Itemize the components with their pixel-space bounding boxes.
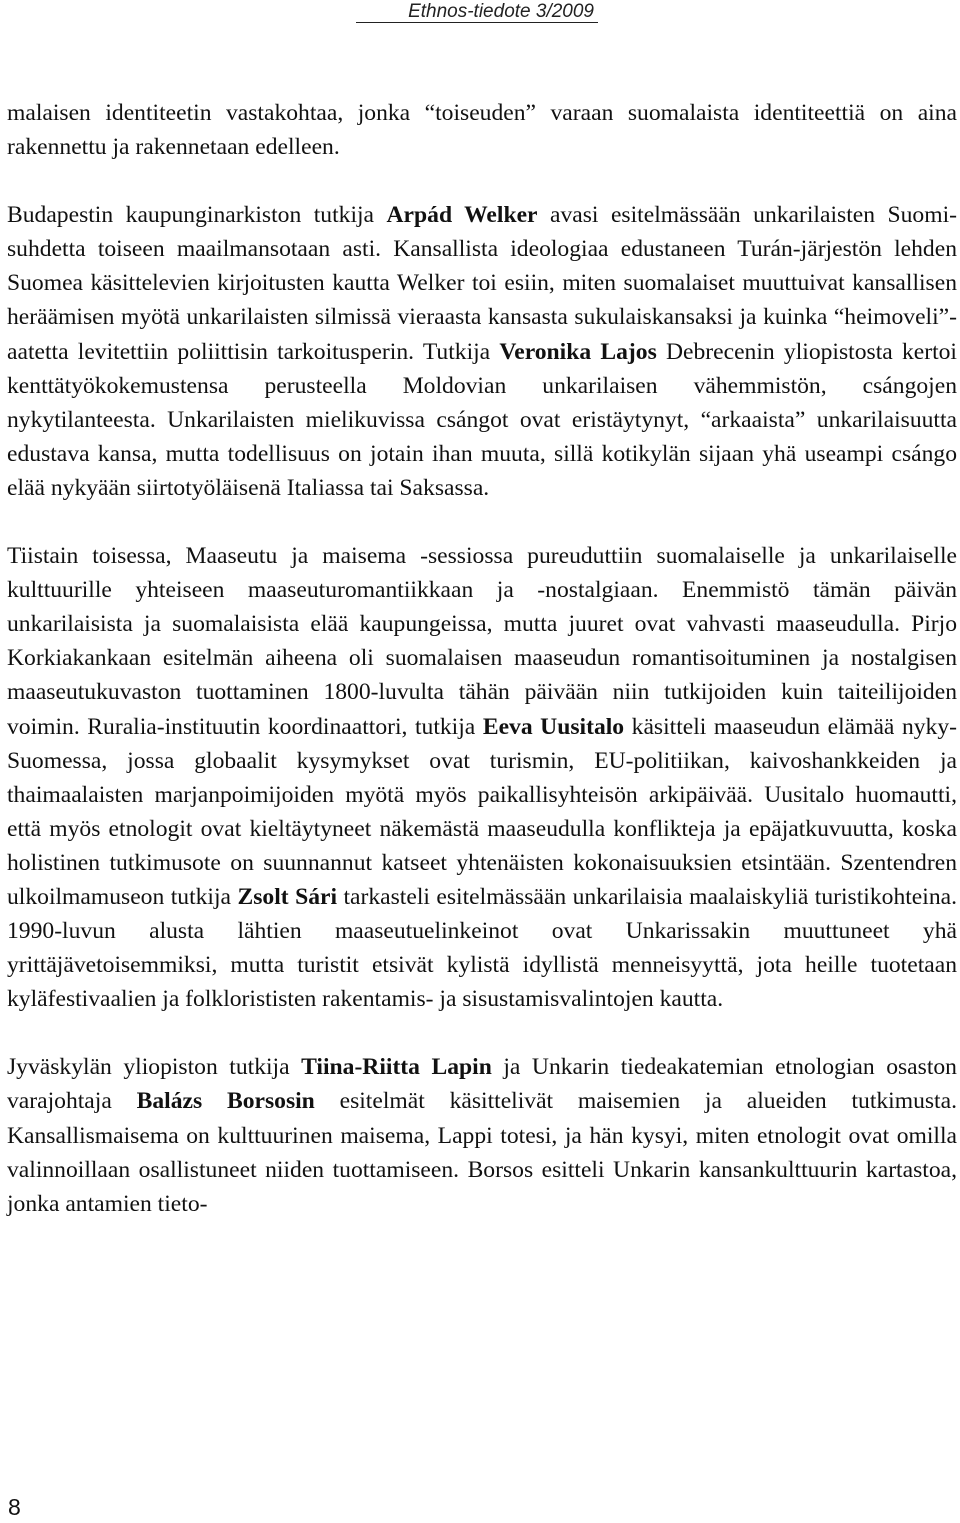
text-run: ja Unkarin tiedeakatemian etnologian osaston varajohtaja <box>7 1054 957 1115</box>
person-name: Balázs Borsosin <box>136 1088 315 1115</box>
person-name: Veronika Lajos <box>499 338 657 365</box>
paragraph <box>7 1050 957 1220</box>
text-run: Debrecenin yliopistosta kertoi kenttätyökokemustensa perusteella Moldovian unkarilaisen vähemmistön, csángojen nykytilanteesta. Unkarilaisten mielikuvissa csángot ovat eristäytynyt, “arkaaista” unkarilaisuutta edustava kansa, mutta todellisuus on jotain ihan muuta, sillä kotikylän sijaan yhä useampi csángo elää nykyään siirtotyöläisenä Italiassa tai Saksassa. <box>7 338 957 501</box>
text-run: Tiistain toisessa, Maaseutu ja maisema -sessiossa pureuduttiin suomalaiselle ja unkarilaiselle kulttuurille yhteiseen maaseuturomantiikkaan ja -nostalgiaan. Enemmistö tämän päivän unkarilaisista ja suomalaisista elää kaupungeissa, mutta juuret ovat vahvasti maaseudulla. Pirjo Korkiakankaan esitelmän aiheena oli suomalaisen maaseudun romantisoituminen ja nostalgisen maaseutukuvaston tuottaminen 1800-luvulta tähän päivään niin tutkijoiden kuin taiteilijoiden voimin. Ruralia-instituutin koordinaattori, tutkija <box>7 543 957 740</box>
person-name: Arpád Welker <box>386 202 538 229</box>
text-run: käsitteli maaseudun elämää nyky-Suomessa, jossa globaalit kysymykset ovat turismin, EU-politiikan, kaivoshankkeiden ja thaimaalaisten marjanpoimijoiden myötä myös paikallisyhteisön arkipäivää. Uusitalo huomautti, että myös etnologit ovat kieltäytyneet näkemästä maaseudulla konflikteja ja epäjatkuvuutta, koska holistinen tutkimusote on suunnannut katseet yhtenäisten kokonaisuuksien etsintään. Szentendren ulkoilmamuseon tutkija <box>7 713 957 910</box>
person-name: Eeva Uusitalo <box>482 713 625 740</box>
header-underline <box>356 22 598 23</box>
text-run: malaisen identiteetin vastakohtaa, jonka “toiseuden” varaan suomalaista identiteettiä on aina rakennettu ja rakennetaan edelleen. <box>7 100 957 161</box>
person-name: Zsolt Sári <box>237 883 338 910</box>
article-body <box>7 96 957 1221</box>
running-header: Ethnos-tiedote 3/2009 <box>408 1 594 22</box>
text-run: Jyväskylän yliopiston tutkija <box>7 1054 302 1081</box>
person-name: Tiina-Riitta Lapin <box>301 1054 492 1081</box>
page-number: 8 <box>8 1494 21 1520</box>
paragraph <box>7 96 957 164</box>
text-run: tarkasteli esitelmässään unkarilaisia maalaiskyliä turistikohteina. 1990-luvun alusta lähtien maaseutuelinkeinot ovat Unkarissakin muuttuneet yhä yrittäjävetoisemmiksi, mutta turistit etsivät kylistä idyllistä menneisyyttä, jota heille tuotetaan kyläfestivaalien ja folklorististen rakentamis- ja sisustamisvalintojen kautta. <box>7 883 957 1013</box>
text-run: Budapestin kaupunginarkiston tutkija <box>7 202 387 229</box>
paragraph <box>7 539 957 1016</box>
paragraph <box>7 198 957 505</box>
text-run: avasi esitelmässään unkarilaisten Suomi-suhdetta toiseen maailmansotaan asti. Kansallista ideologiaa edustaneen Turán-järjestön lehden Suomea käsittelevien kirjoitusten kautta Welker toi esiin, miten suomalaiset muuttuivat kansallisen heräämisen myötä unkarilaisten silmissä vieraasta kansasta sukulaiskansaksi ja kuinka “heimoveli”-aatetta levitettiin poliittisin tarkoitusperin. Tutkija <box>7 202 957 365</box>
text-run: esitelmät käsittelivät maisemien ja alueiden tutkimusta. Kansallismaisema on kulttuurinen maisema, Lappi totesi, ja hän kysyi, miten etnologit ovat omilla valinnoillaan osallistuneet niiden tuottamiseen. Borsos esitteli Unkarin kansankulttuurin kartastoa, jonka antamien tieto- <box>7 1088 957 1217</box>
